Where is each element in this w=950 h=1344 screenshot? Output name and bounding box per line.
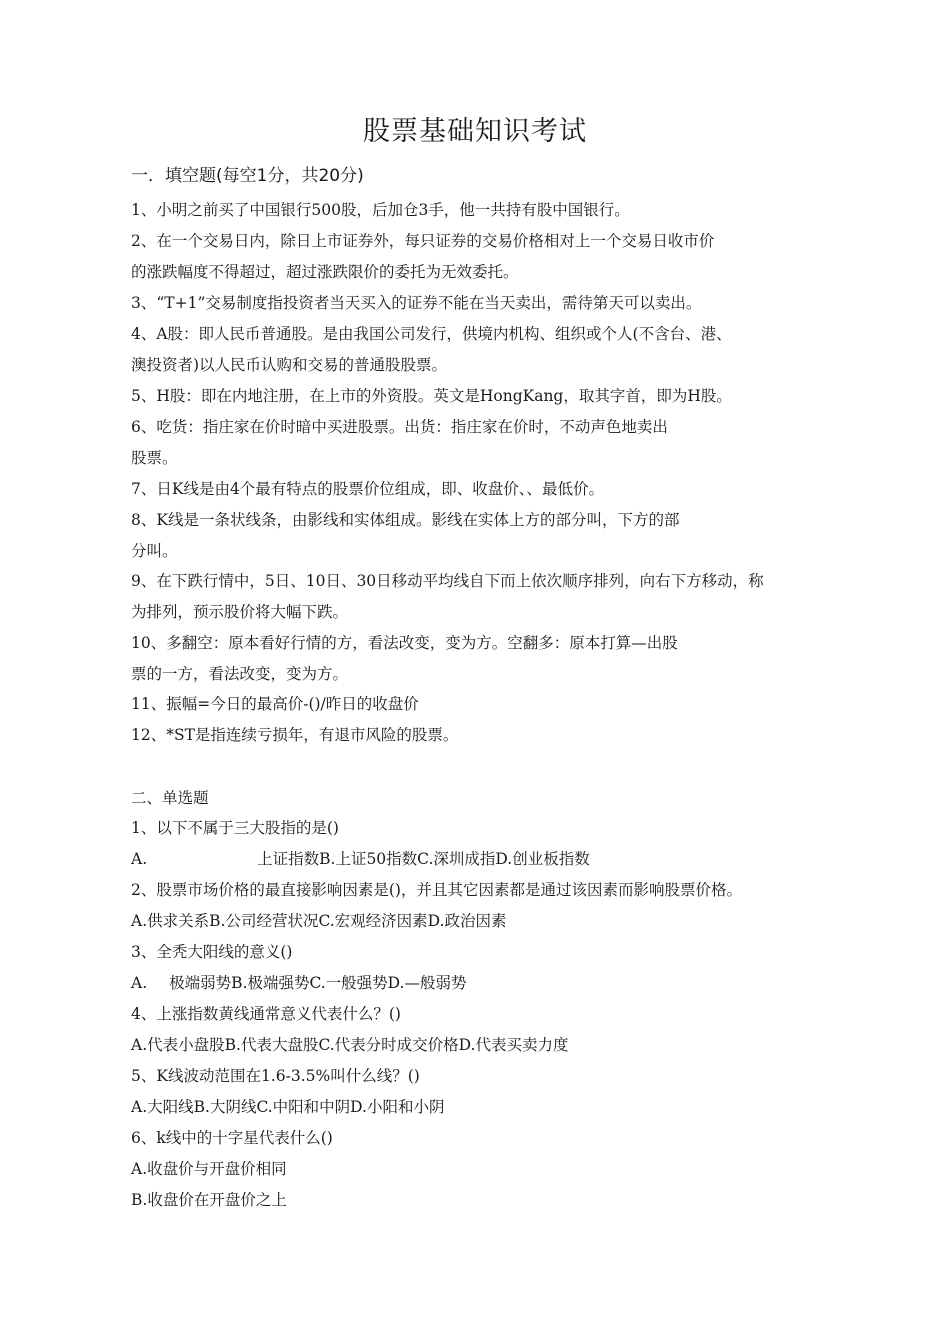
fill-line-17: 11、振幅=今日的最高价-()/昨日的收盘价 bbox=[131, 695, 419, 713]
fill-line-10: 7、日K线是由4个最有特点的股票价位组成，即、收盘价、、最低价。 bbox=[131, 480, 605, 498]
option-label: A. bbox=[131, 850, 148, 868]
fill-line-15: 10、多翻空：原本看好行情的方，看法改变，变为方。空翻多：原本打算—出股 bbox=[131, 634, 678, 652]
fill-line-7: 5、H股：即在内地注册，在上市的外资股。英文是HongKang，取其字首，即为H股。 bbox=[131, 387, 732, 405]
question-6: 6、k线中的十字星代表什么() bbox=[131, 1129, 333, 1147]
fill-line-5: 4、A股：即人民币普通股。是由我国公司发行，供境内机构、组织或个人(不含台、港、 bbox=[131, 325, 732, 343]
question-3: 3、全秃大阳线的意义() bbox=[131, 943, 293, 961]
page-title: 股票基础知识考试 bbox=[363, 116, 587, 147]
fill-line-9: 股票。 bbox=[131, 449, 178, 467]
fill-line-14: 为排列，预示股价将大幅下跌。 bbox=[131, 603, 349, 621]
question-5: 5、K线波动范围在1.6-3.5%叫什么线？() bbox=[131, 1067, 420, 1085]
fill-line-13: 9、在下跌行情中，5日、10日、30日移动平均线自下而上依次顺序排列，向右下方移动，称 bbox=[131, 572, 764, 590]
fill-line-11: 8、K线是一条状线条，由影线和实体组成。影线在实体上方的部分叫，下方的部 bbox=[131, 511, 680, 529]
options-text: 上证指数B.上证50指数C.深圳成指D.创业板指数 bbox=[257, 850, 590, 868]
fill-line-8: 6、吃货：指庄家在价时暗中买进股票。出货：指庄家在价时，不动声色地卖出 bbox=[131, 418, 668, 436]
fill-line-1: 1、小明之前买了中国银行500股，后加仓3手，他一共持有股中国银行。 bbox=[131, 201, 630, 219]
fill-line-18: 12、*ST是指连续亏损年，有退市风险的股票。 bbox=[131, 726, 459, 744]
question-2: 2、股票市场价格的最直接影响因素是()，并且其它因素都是通过该因素而影响股票价格。 bbox=[131, 881, 742, 899]
question-5-options: A.大阳线B.大阴线C.中阳和中阴D.小阳和小阴 bbox=[131, 1098, 445, 1116]
option-label: A. bbox=[131, 974, 148, 992]
question-4: 4、上涨指数黄线通常意义代表什么？() bbox=[131, 1005, 401, 1023]
fill-line-6: 澳投资者)以人民币认购和交易的普通股股票。 bbox=[131, 356, 448, 374]
fill-line-2: 2、在一个交易日内，除日上市证券外，每只证券的交易价格相对上一个交易日收市价 bbox=[131, 232, 715, 250]
section2-heading: 二、单选题 bbox=[131, 789, 209, 807]
question-4-options: A.代表小盘股B.代表大盘股C.代表分时成交价格D.代表买卖力度 bbox=[131, 1036, 569, 1054]
question-6-option-a: A.收盘价与开盘价相同 bbox=[131, 1160, 287, 1178]
question-1: 1、以下不属于三大股指的是() bbox=[131, 819, 339, 837]
fill-line-4: 3、“T+1”交易制度指投资者当天买入的证券不能在当天卖出，需待第天可以卖出。 bbox=[131, 294, 702, 312]
section1-heading: 一．填空题(每空1分，共20分) bbox=[131, 166, 364, 186]
fill-line-3: 的涨跌幅度不得超过，超过涨跌限价的委托为无效委托。 bbox=[131, 263, 519, 281]
question-1-options bbox=[131, 849, 590, 869]
question-3-options bbox=[131, 973, 466, 993]
options-text: 极端弱势B.极端强势C.一般强势D.—般弱势 bbox=[169, 974, 467, 992]
question-6-option-b: B.收盘价在开盘价之上 bbox=[131, 1191, 287, 1209]
question-2-options: A.供求关系B.公司经营状况C.宏观经济因素D.政治因素 bbox=[131, 912, 507, 930]
fill-line-16: 票的一方，看法改变，变为方。 bbox=[131, 665, 349, 683]
fill-line-12: 分叫。 bbox=[131, 542, 178, 560]
